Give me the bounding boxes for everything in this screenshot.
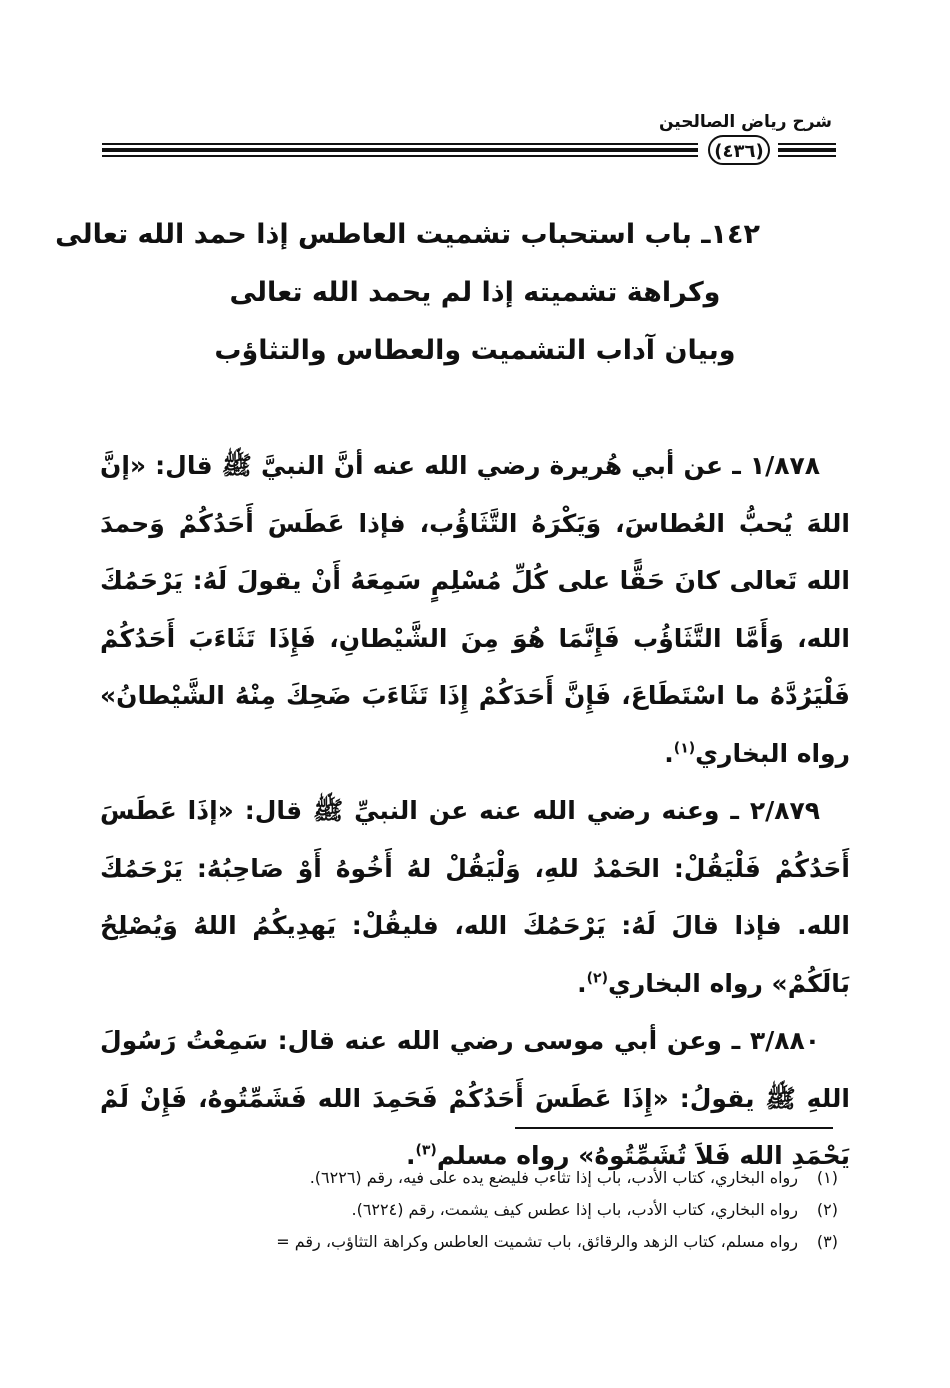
page-number: (٤٣٦): [708, 135, 770, 165]
footnote-number: (٢): [816, 1200, 838, 1219]
footnote-text: رواه البخاري، كتاب الأدب، باب إذا عطس كيف يشمت، رقم (٦٢٢٤).: [351, 1200, 798, 1219]
hadith-text: ٢/٨٧٩ ـ وعنه رضي الله عنه عن النبيِّ ﷺ قال: «إذَا عَطَسَ أَحَدُكُمْ فَلْيَقُلْ: الحَمْدُ للهِ، وَلْيَقُلْ لهُ أَخُوهُ أَوْ صَاحِبُهُ: يَرْحَمُكَ الله. فإذا قالَ لَهُ: يَرْحَمُكَ الله، فليقُلْ: يَهدِيكُمُ اللهُ وَيُصْلِحُ بَالَكُمْ» رواه البخاري: [100, 796, 850, 998]
chapter-heading-line-2: وكراهة تشميته إذا لم يحمد الله تعالى: [229, 277, 721, 308]
footnote-number: (١): [816, 1168, 838, 1187]
hadith-text: ١/٨٧٨ ـ عن أبي هُريرة رضي الله عنه أنَّ النبيَّ ﷺ قال: «إنَّ اللهَ يُحبُّ العُطاسَ، وَيَكْرَهُ التَّثَاؤُب، فإذا عَطَسَ أَحَدُكُمْ وَحمدَ الله تَعالى كانَ حَقًّا على كُلِّ مُسْلِمٍ سَمِعَهُ أَنْ يقولَ لَهُ: يَرْحَمُكَ الله، وَأَمَّا التَّثَاؤُب فَإِنَّمَا هُوَ مِنَ الشَّيْطانِ، فَإِذَا تَثَاءَبَ أَحَدُكُمْ فَلْيَرُدَّهُ ما اسْتَطَاعَ، فَإِنَّ أَحَدَكُمْ إِذَا تَثَاءَبَ ضَحِكَ مِنْهُ الشَّيْطانُ» رواه البخاري: [100, 451, 850, 768]
footnote-text: رواه مسلم، كتاب الزهد والرقائق، باب تشميت العاطس وكراهة التثاؤب، رقم =: [276, 1232, 798, 1251]
hadith-end: .: [664, 738, 674, 768]
hadith-end: .: [577, 968, 587, 998]
chapter-heading-line-1: ١٤٢ـ باب استحباب تشميت العاطس إذا حمد الله تعالى: [55, 219, 760, 250]
hadith-body: [100, 437, 850, 1185]
footnotes: [90, 1162, 838, 1258]
footnote-text: رواه البخاري، كتاب الأدب، باب إذا تثاءب فليضع يده على فيه، رقم (٦٢٢٦).: [309, 1168, 798, 1187]
footnote-item: [90, 1194, 838, 1226]
footnote-marker: (١): [673, 740, 696, 757]
header-rule-right: [778, 143, 836, 159]
running-header-title: شرح رياض الصالحين: [658, 112, 832, 132]
hadith-paragraph: [100, 782, 850, 1012]
footnote-separator: [515, 1127, 833, 1129]
hadith-text: ٣/٨٨٠ ـ وعن أبي موسى رضي الله عنه قال: سَمِعْتُ رَسُولَ اللهِ ﷺ يقولُ: «إِذَا عَطَسَ أَحَدُكُمْ فَحَمِدَ الله فَشَمِّتُوهُ، فَإِنْ لَمْ يَحْمَدِ الله فَلاَ تُشَمِّتُوهُ» رواه مسلم: [100, 1026, 850, 1170]
header-rule-left: [102, 143, 698, 159]
chapter-heading: [55, 210, 760, 384]
footnote-item: [90, 1226, 838, 1258]
hadith-paragraph: [100, 1012, 850, 1185]
hadith-end: .: [405, 1141, 416, 1170]
chapter-heading-line-3: وبيان آداب التشميت والعطاس والتثاؤب: [214, 335, 736, 366]
footnote-marker: (٢): [586, 970, 608, 987]
hadith-paragraph: [100, 437, 850, 782]
footnote-number: (٣): [816, 1232, 838, 1251]
footnote-marker: (٣): [415, 1142, 437, 1159]
footnote-item: [90, 1162, 838, 1194]
